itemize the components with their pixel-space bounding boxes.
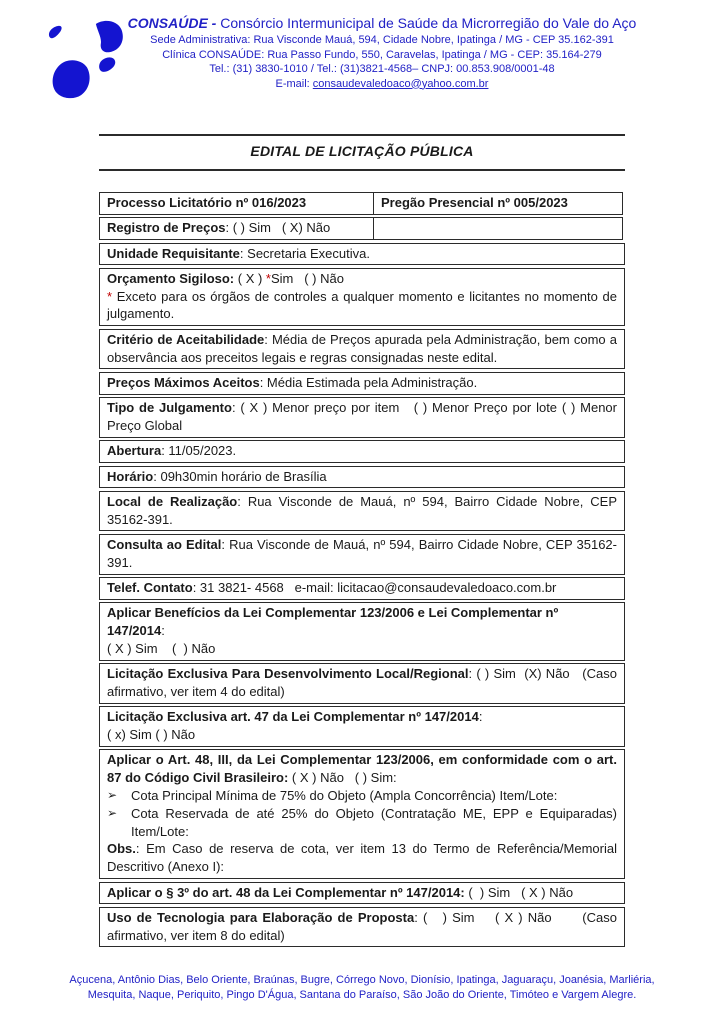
field-value: ( ) Sim ( X ) Não <box>464 884 574 900</box>
table-row <box>99 192 625 215</box>
table-cell <box>99 440 625 463</box>
field-label: Processo Licitatório nº 016/2023 <box>107 195 307 210</box>
arrow-bullet-icon: ➢ <box>107 788 118 803</box>
org-description: Consórcio Intermunicipal de Saúde da Microrregião do Vale do Aço <box>220 15 637 31</box>
table-paragraph <box>107 536 617 572</box>
footer-line-2: Mesquita, Naque, Periquito, Pingo D'Água, Santana do Paraíso, São João do Oriente, Timóteo e Vargem Alegre. <box>87 989 637 1002</box>
field-value: Cota Reservada de até 25% do Objeto (Contratação ME, EPP e Equiparadas) Item/Lote: <box>131 805 617 839</box>
field-value: Cota Principal Mínima de 75% do Objeto (Ampla Concorrência) Item/Lote: <box>131 788 558 804</box>
table-paragraph <box>107 493 617 529</box>
org-name: CONSAÚDE - <box>127 15 221 31</box>
field-value: : ( X ) Menor preço por item ( ) Menor Preço por lote ( ) Menor Preço Global <box>107 400 617 433</box>
table-cell <box>99 243 625 266</box>
field-value: ( x) Sim ( ) Não <box>107 727 196 743</box>
table-cell <box>99 577 625 600</box>
field-value: Exceto para os órgãos de controles a qualquer momento e licitantes no momento de julgamento. <box>107 288 618 322</box>
field-label: Consulta ao Edital <box>107 536 222 552</box>
table-row <box>99 749 625 879</box>
field-value: : Média Estimada pela Administração. <box>259 374 478 390</box>
consaude-logo-icon <box>46 20 126 104</box>
field-label: Local de Realização <box>107 493 238 509</box>
table-cell <box>99 706 625 747</box>
field-value: : Secretaria Executiva. <box>239 245 370 261</box>
table-paragraph <box>107 245 617 263</box>
table-paragraph <box>107 805 617 841</box>
field-value: : ( ) Sim ( X) Não <box>225 220 331 236</box>
edital-table <box>99 192 625 947</box>
field-label: Abertura <box>107 443 162 459</box>
letterhead <box>0 0 724 108</box>
table-paragraph <box>107 331 617 367</box>
table-cell <box>99 268 625 326</box>
table-paragraph <box>107 909 617 945</box>
org-name-line <box>60 14 704 33</box>
field-value: : ( ) Sim (X) Não (Caso afirmativo, ver item 4 do edital) <box>107 666 617 700</box>
field-value: ( X ) Sim ( ) Não <box>107 640 216 656</box>
municipalities-footer <box>0 973 724 1003</box>
field-value: : 09h30min horário de Brasília <box>153 468 327 484</box>
table-paragraph <box>107 840 617 876</box>
field-label: Telef. Contato <box>107 580 193 596</box>
table-row <box>99 372 625 395</box>
table-row <box>99 243 625 266</box>
table-row <box>99 602 625 660</box>
table-cell <box>99 372 625 395</box>
page-title: EDITAL DE LICITAÇÃO PÚBLICA <box>250 143 474 159</box>
field-value: : Rua Visconde de Mauá, nº 594, Bairro Cidade Nobre, CEP 35162-391. <box>107 536 617 570</box>
table-paragraph <box>107 787 617 805</box>
field-label: Critério de Aceitabilidade <box>107 331 265 347</box>
field-value: Sim ( ) Não <box>270 270 344 286</box>
table-cell <box>99 192 375 215</box>
table-cell <box>99 534 625 575</box>
field-value: : <box>478 709 483 725</box>
table-cell <box>99 466 625 489</box>
table-cell <box>99 397 625 438</box>
field-label: Horário <box>107 468 154 484</box>
table-row <box>99 440 625 463</box>
field-value: ( X ) Não ( ) Sim: <box>288 770 397 786</box>
table-paragraph <box>107 219 367 237</box>
address-line-2: Clínica CONSAÚDE: Rua Passo Fundo, 550, Caravelas, Ipatinga / MG - CEP: 35.164-279 <box>162 48 602 61</box>
field-value: : 11/05/2023. <box>161 443 237 459</box>
table-cell <box>99 907 625 948</box>
table-row <box>99 329 625 370</box>
table-row <box>99 577 625 600</box>
table-row <box>99 491 625 532</box>
table-row <box>99 466 625 489</box>
table-paragraph <box>107 288 617 324</box>
table-row <box>99 706 625 747</box>
table-row <box>99 907 625 948</box>
table-cell <box>99 663 625 704</box>
table-row <box>99 268 625 326</box>
field-value: : Em Caso de reserva de cota, ver item 13 do Termo de Referência/Memorial Descritivo (Anexo I): <box>107 841 617 875</box>
table-paragraph <box>107 726 617 744</box>
field-label: Preços Máximos Aceitos <box>107 374 260 390</box>
field-label: Aplicar o Art. 48, III, da Lei Complementar 123/2006, em conformidade com o art. 87 do Código Civil Brasileiro: <box>107 752 617 786</box>
bullet-item-text <box>131 805 617 841</box>
field-label: Pregão Presencial nº 005/2023 <box>381 195 568 210</box>
field-value: : Rua Visconde de Mauá, nº 594, Bairro Cidade Nobre, CEP 35162-391. <box>107 493 617 527</box>
field-label: Unidade Requisitante <box>107 245 240 261</box>
table-cell <box>99 882 625 905</box>
table-paragraph <box>107 884 617 902</box>
table-paragraph <box>107 708 617 726</box>
table-row <box>99 217 625 240</box>
email-line <box>60 77 704 92</box>
table-paragraph <box>107 604 617 640</box>
table-paragraph <box>107 442 617 460</box>
table-paragraph <box>107 270 617 288</box>
field-label: Licitação Exclusiva Para Desenvolvimento Local/Regional <box>107 666 469 682</box>
table-paragraph <box>107 468 617 486</box>
table-row <box>99 534 625 575</box>
bullet-item-text <box>131 787 617 805</box>
document-title-band <box>99 134 625 171</box>
table-cell <box>99 217 375 240</box>
table-cell <box>99 491 625 532</box>
field-value: : Média de Preços apurada pela Administração, bem como a observância aos preceitos legais e regras consignadas neste edital. <box>107 331 617 365</box>
table-cell <box>99 749 625 879</box>
table-row <box>99 882 625 905</box>
field-label: Aplicar Benefícios da Lei Complementar 123/2006 e Lei Complementar nº 147/2014 <box>107 605 559 639</box>
field-value: * <box>265 270 271 286</box>
table-paragraph <box>381 194 615 212</box>
field-label: Licitação Exclusiva art. 47 da Lei Complementar nº 147/2014 <box>107 709 479 725</box>
email-link[interactable]: consaudevaledoaco@yahoo.com.br <box>312 77 489 90</box>
field-label: Obs. <box>107 841 136 857</box>
field-label: Uso de Tecnologia para Elaboração de Proposta <box>107 909 415 925</box>
table-paragraph <box>107 399 617 435</box>
table-paragraph <box>107 579 617 597</box>
table-row <box>99 663 625 704</box>
table-cell <box>99 329 625 370</box>
field-label: Registro de Preços <box>107 220 226 236</box>
field-value: * <box>107 288 117 304</box>
table-row <box>99 397 625 438</box>
field-value: : 31 3821- 4568 e-mail: licitacao@consaudevaledoaco.com.br <box>192 580 557 596</box>
field-value: : <box>161 623 165 639</box>
email-label: E-mail: <box>275 77 313 90</box>
field-label: Aplicar o § 3º do art. 48 da Lei Complementar nº 147/2014: <box>107 884 465 900</box>
table-paragraph <box>107 374 617 392</box>
table-paragraph <box>107 640 617 658</box>
table-paragraph <box>107 665 617 701</box>
phone-cnpj-line: Tel.: (31) 3830-1010 / Tel.: (31)3821-4568– CNPJ: 00.853.908/0001-48 <box>209 63 555 75</box>
arrow-bullet-icon: ➢ <box>107 805 118 820</box>
field-value: : ( ) Sim ( X ) Não (Caso afirmativo, ver item 8 do edital) <box>107 909 617 943</box>
table-paragraph <box>107 194 367 212</box>
footer-line-1: Açucena, Antônio Dias, Belo Oriente, Braúnas, Bugre, Córrego Novo, Dionísio, Ipatinga, Jaguaraçu, Joanésia, Marliéria, <box>69 974 655 987</box>
table-cell <box>373 192 623 215</box>
table-cell <box>373 217 623 240</box>
field-label: Orçamento Sigiloso: <box>107 270 235 286</box>
address-line-1: Sede Administrativa: Rua Visconde Mauá, 594, Cidade Nobre, Ipatinga / MG - CEP 35.162-391 <box>150 34 614 46</box>
table-cell <box>99 602 625 660</box>
field-value: ( X ) <box>234 270 266 286</box>
table-paragraph <box>107 751 617 787</box>
field-label: Tipo de Julgamento <box>107 400 232 416</box>
